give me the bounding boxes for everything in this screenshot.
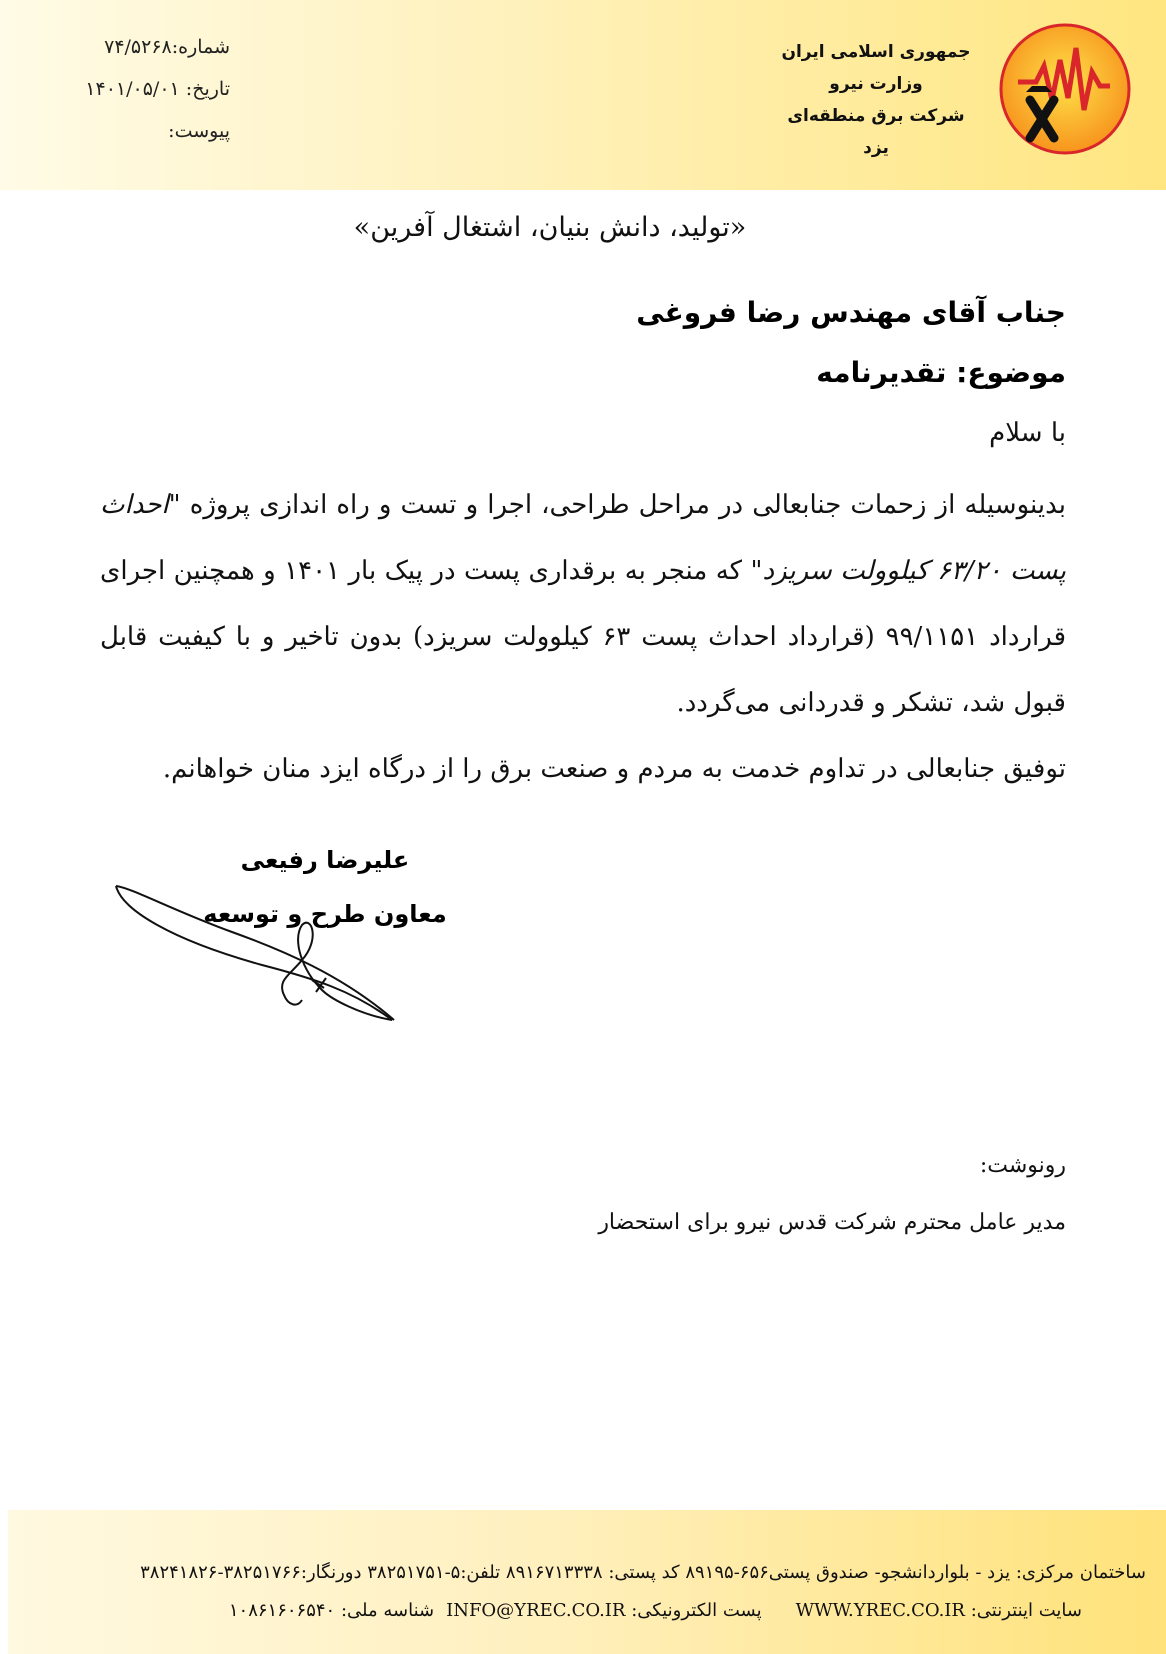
footer-address: ساختمان مرکزی: یزد - بلواردانشجو- صندوق پستی۶۵۶-۸۹۱۹۵ کد پستی: ۸۹۱۶۷۱۳۳۳۸ تلفن:۵-۳۸۲۵۱۷۵۱ دورنگار:۳۸۲۵۱۷۶۶-۳۸۲۴۱۸۲۶: [140, 1562, 1146, 1583]
letter-body: [100, 472, 1066, 802]
letter-meta: [50, 26, 230, 152]
cc-recipient: مدیر عامل محترم شرکت قدس نیرو برای استحضار: [598, 1210, 1066, 1235]
subject: موضوع: تقدیرنامه: [816, 356, 1066, 389]
body-paragraph-2: توفیق جنابعالی در تداوم خدمت به مردم و صنعت برق را از درگاه ایزد منان خواهانم.: [162, 754, 1066, 784]
body-paragraph-1: [100, 472, 1066, 736]
company-logo-icon: [996, 20, 1134, 158]
signatory-name: علیرضا رفیعی: [240, 846, 410, 874]
recipient: جناب آقای مهندس رضا فروغی: [636, 296, 1066, 329]
body-text-2: که منجر به برقداری پست در پیک بار ۱۴۰۱ و همچنین اجرای قرارداد ۹۹/۱۱۵۱ (قرارداد احداث پست ۶۳ کیلوولت سریزد) بدون تاخیر و با کیفیت قابل قبول شد، تشکر و قدردانی می‌گردد.: [100, 556, 1067, 718]
footer-website: سایت اینترنتی: WWW.YREC.CO.IR: [795, 1600, 1082, 1621]
greeting: با سلام: [989, 418, 1066, 448]
handwritten-signature-icon: [112, 880, 432, 1050]
letter-attachment: پیوست:: [168, 120, 230, 142]
letter-number: شماره:۷۴/۵۲۶۸: [104, 36, 230, 58]
cc-label: رونوشت:: [979, 1153, 1066, 1178]
project-name: "احداث پست ۶۳/۲۰ کیلوولت سریزد": [100, 490, 1066, 586]
body-text-1: بدینوسیله از زحمات جنابعالی در مراحل طراحی، اجرا و تست و راه اندازی پروژه: [180, 490, 1066, 520]
slogan: «تولید، دانش بنیان، اشتغال آفرین»: [353, 212, 747, 243]
organization-name: [776, 36, 976, 164]
footer-email: پست الکترونیکی: INFO@YREC.CO.IR: [446, 1600, 762, 1621]
letter-date: تاریخ: ۱۴۰۱/۰۵/۰۱: [85, 78, 230, 100]
org-ministry: وزارت نیرو: [829, 74, 923, 94]
signatory-title: معاون طرح و توسعه: [203, 900, 447, 928]
footer-national-id: شناسه ملی: ۱۰۸۶۱۶۰۶۵۴۰: [228, 1600, 435, 1621]
org-company: شرکت برق منطقه‌ای یزد: [787, 106, 965, 158]
footer-contacts: [16, 1600, 1082, 1621]
org-country: جمهوری اسلامی ایران: [781, 42, 971, 62]
